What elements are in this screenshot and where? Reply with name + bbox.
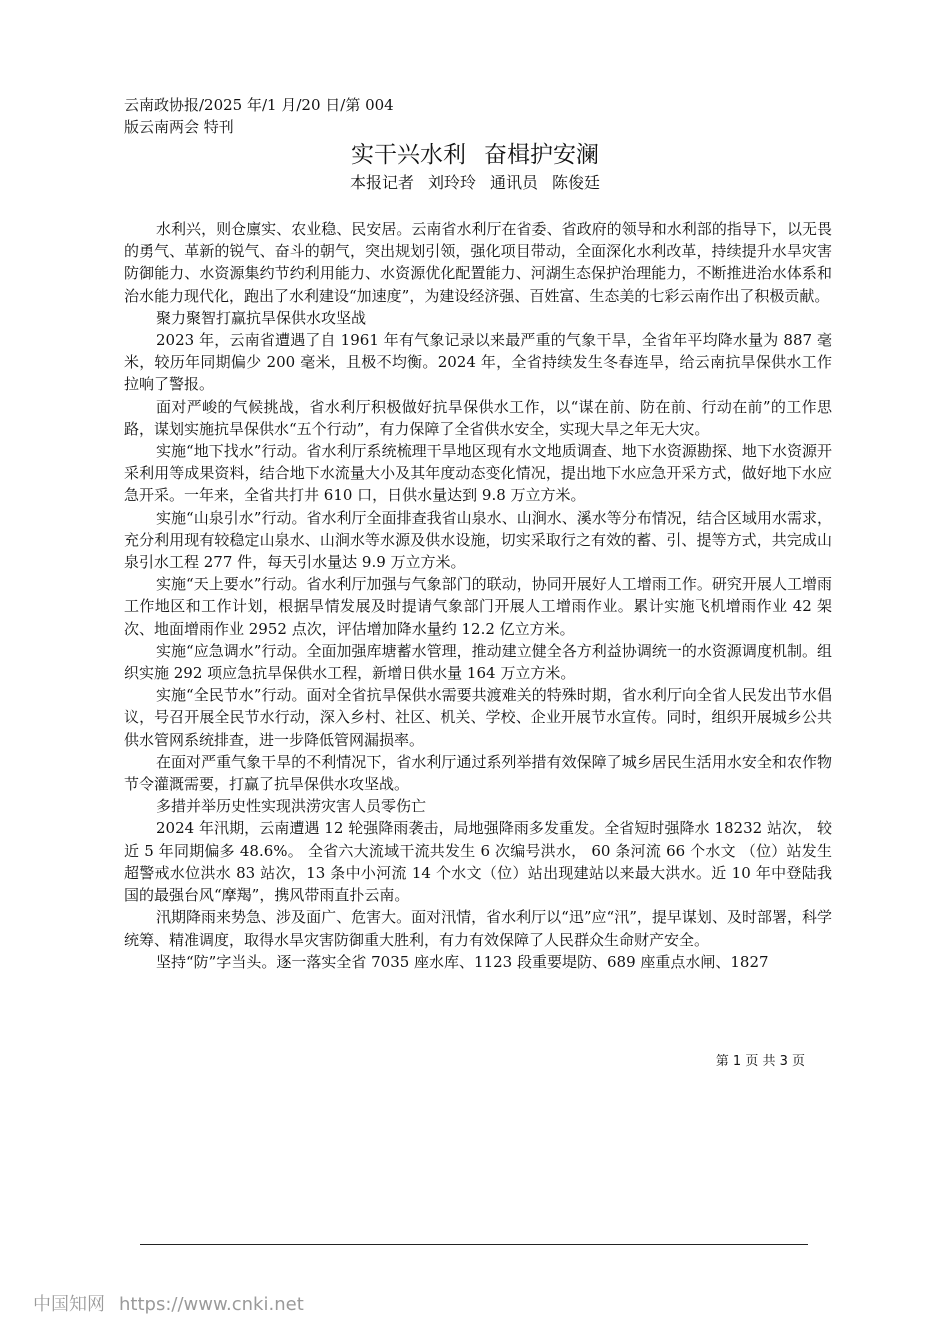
source-line-1: 云南政协报/2025 年/1 月/20 日/第 004: [124, 96, 394, 114]
paragraph: 实施“全民节水”行动。面对全省抗旱保供水需要共渡难关的特殊时期，省水利厅向全省人民发出节水倡议，号召开展全民节水行动，深入乡村、社区、机关、学校、企业开展节水宣传。同时，组织开展城乡公共供水管网系统排查，进一步降低管网漏损率。: [124, 686, 832, 749]
paragraph: 实施“应急调水”行动。全面加强库塘蓄水管理，推动建立健全各方利益协调统一的水资源调度机制。组织实施 292 项应急抗旱保供水工程，新增日供水量 164 万立方米。: [124, 641, 832, 683]
paragraph: 汛期降雨来势急、涉及面广、危害大。面对汛情，省水利厅以“迅”应“汛”，提早谋划、及时部署，科学统筹、精准调度，取得水旱灾害防御重大胜利，有力有效保障了人民群众生命财产安全。: [124, 908, 832, 949]
byline-correspondent-name: 陈俊廷: [552, 173, 601, 192]
watermark-url: https://www.cnki.net: [119, 1294, 304, 1315]
paragraph: 在面对严重气象干旱的不利情况下，省水利厅通过系列举措有效保障了城乡居民生活用水安全和农作物节令灌溉需要，打赢了抗旱保供水攻坚战。: [124, 752, 832, 794]
cnki-watermark: [33, 1293, 304, 1317]
byline-reporter-name: 刘玲玲: [427, 173, 476, 192]
paragraph: 实施“地下找水”行动。省水利厅系统梳理干旱地区现有水文地质调查、地下水资源勘探、地下水资源开采利用等成果资料，结合地下水流量大小及其年度动态变化情况，提出地下水应急开采方式，做好地下水应急开采。一年来，全省共打井 610 口，日供水量达到 9.8 万立方米。: [124, 442, 832, 505]
paragraph: 水利兴，则仓廪实、农业稳、民安居。云南省水利厅在省委、省政府的领导和水利部的指导下，以无畏的勇气、革新的锐气、奋斗的朝气，突出规划引领，强化项目带动，全面深化水利改革，持续提升水旱灾害防御能力、水资源集约节约利用能力、水资源优化配置能力、河湖生态保护治理能力，不断推进治水体系和治水能力现代化，跑出了水利建设“加速度”，为建设经济强、百姓富、生态美的七彩云南作出了积极贡献。: [124, 220, 832, 305]
source-line-2: 版云南两会 特刊: [124, 118, 234, 136]
byline-role-reporter: 本报记者: [349, 173, 414, 192]
title-part-1: 实干兴水利: [351, 142, 466, 168]
article-body: [124, 218, 832, 973]
paragraph: 实施“天上要水”行动。省水利厅加强与气象部门的联动，协同开展好人工增雨工作。研究开展人工增雨工作地区和工作计划，根据旱情发展及时提请气象部门开展人工增雨作业。累计实施飞机增雨作业 42 架次、地面增雨作业 2952 点次，评估增加降水量约 12.2 亿立方米。: [124, 575, 832, 638]
title-part-2: 奋楫护安澜: [484, 142, 599, 168]
byline-role-correspondent: 通讯员: [490, 173, 539, 192]
paragraph: 2023 年，云南省遭遇了自 1961 年有气象记录以来最严重的气象干旱，全省年平均降水量为 887 毫米，较历年同期偏少 200 毫米，且极不均衡。2024 年，全省持续发生冬春连旱，给云南抗旱保供水工作拉响了警报。: [124, 331, 832, 394]
byline: [0, 172, 950, 194]
paragraph: 坚持“防”字当头。逐一落实全省 7035 座水库、1123 段重要堤防、689 座重点水闸、1827: [156, 952, 769, 971]
source-info: [124, 94, 424, 138]
footer-divider: [140, 1244, 808, 1245]
paragraph: 实施“山泉引水”行动。省水利厅全面排查我省山泉水、山涧水、溪水等分布情况，结合区域用水需求，充分利用现有较稳定山泉水、山涧水等水源及供水设施，切实采取行之有效的蓄、引、提等方式，共完成山泉引水工程 277 件，每天引水量达 9.9 万立方米。: [124, 508, 832, 572]
page-number: 第 1 页 共 3 页: [715, 1054, 805, 1069]
article-title: [0, 141, 950, 169]
section-heading: 多措并举历史性实现洪涝灾害人员零伤亡: [156, 797, 427, 816]
paragraph: 面对严峻的气候挑战，省水利厅积极做好抗旱保供水工作，以“谋在前、防在前、行动在前”的工作思路，谋划实施抗旱保供水“五个行动”，有力保障了全省供水安全，实现大旱之年无大灾。: [124, 397, 832, 438]
paragraph: 2024 年汛期，云南遭遇 12 轮强降雨袭击，局地强降雨多发重发。全省短时强降水 18232 站次， 较近 5 年同期偏多 48.6%。 全省六大流域干流共发生 6 次编号洪水， 60 条河流 66 个水文 （位）站发生超警戒水位洪水 83 站次，13 条中小河流 14 个水文（位）站出现建站以来最大洪水。近 10 年中登陆我国的最强台风“摩羯”，携风带雨直扑云南。: [124, 819, 832, 905]
section-heading: 聚力聚智打赢抗旱保供水攻坚战: [156, 308, 367, 327]
watermark-brand: 中国知网: [33, 1294, 105, 1315]
